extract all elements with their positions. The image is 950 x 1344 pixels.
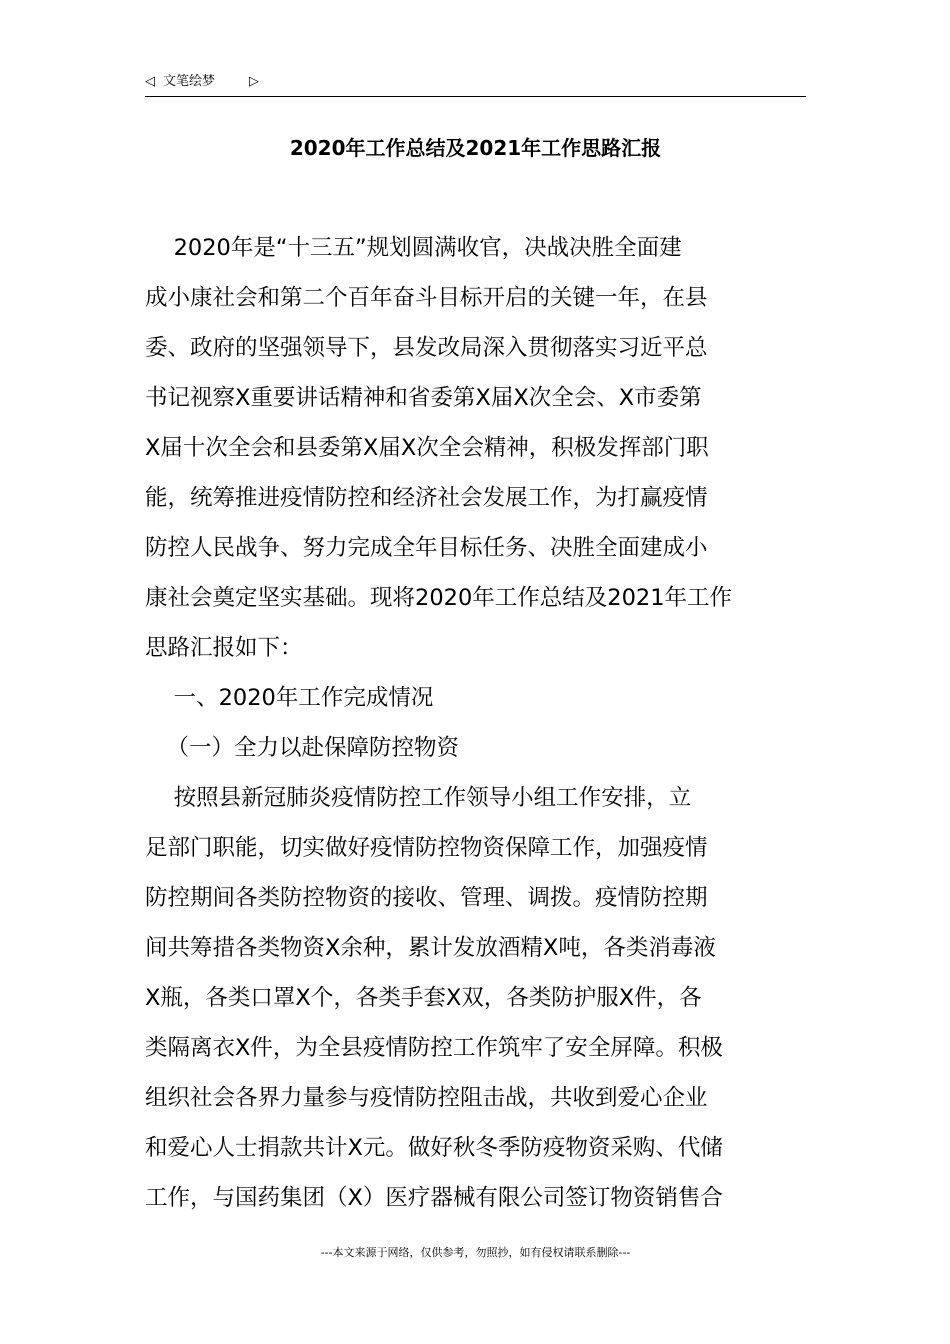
body-line: 防控期间各类防控物资的接收、管理、调拨。疫情防控期 (145, 885, 708, 911)
page-header (145, 70, 806, 97)
body-line: 2020年是“十三五”规划圆满收官，决战决胜全面建 (145, 235, 682, 261)
left-triangle-icon: ◁ (145, 74, 155, 89)
body-line: 足部门职能，切实做好疫情防控物资保障工作，加强疫情 (145, 835, 708, 861)
body-line: X届十次全会和县委第X届X次全会精神，积极发挥部门职 (145, 435, 709, 461)
body-line: 能，统筹推进疫情防控和经济社会发展工作，为打赢疫情 (145, 485, 708, 511)
body-line: 成小康社会和第二个百年奋斗目标开启的关键一年，在县 (145, 285, 708, 311)
body-line: 按照县新冠肺炎疫情防控工作领导小组工作安排，立 (145, 785, 692, 811)
body-line: 类隔离衣X件，为全县疫情防控工作筑牢了安全屏障。积极 (145, 1035, 723, 1061)
document-title: 2020年工作总结及2021年工作思路汇报 (289, 136, 662, 160)
page-footer: ---本文来源于网络，仅供参考，勿照抄，如有侵权请联系删除--- (320, 1246, 631, 1259)
body-line: 和爱心人士捐款共计X元。做好秋冬季防疫物资采购、代储 (145, 1135, 723, 1161)
header-brand: 文笔绘梦 (163, 74, 216, 89)
section-heading: 一、2020年工作完成情况 (145, 685, 434, 711)
subsection-heading: （一）全力以赴保障防控物资 (145, 735, 459, 761)
body-line: 工作，与国药集团（X）医疗器械有限公司签订物资销售合 (145, 1185, 723, 1211)
body-line: 思路汇报如下： (145, 635, 303, 661)
body-line: 委、政府的坚强领导下，县发改局深入贯彻落实习近平总 (145, 335, 708, 361)
right-triangle-icon: ▷ (249, 74, 259, 89)
body-line: X瓶，各类口罩X个，各类手套X双，各类防护服X件，各 (145, 985, 702, 1011)
body-line: 书记视察X重要讲话精神和省委第X届X次全会、X市委第 (145, 385, 702, 411)
body-line: 康社会奠定坚实基础。现将2020年工作总结及2021年工作 (145, 585, 733, 611)
body-line: 组织社会各界力量参与疫情防控阻击战，共收到爱心企业 (145, 1085, 708, 1111)
body-line: 防控人民战争、努力完成全年目标任务、决胜全面建成小 (145, 535, 708, 561)
body-line: 间共筹措各类物资X余种，累计发放酒精X吨，各类消毒液 (145, 935, 716, 961)
